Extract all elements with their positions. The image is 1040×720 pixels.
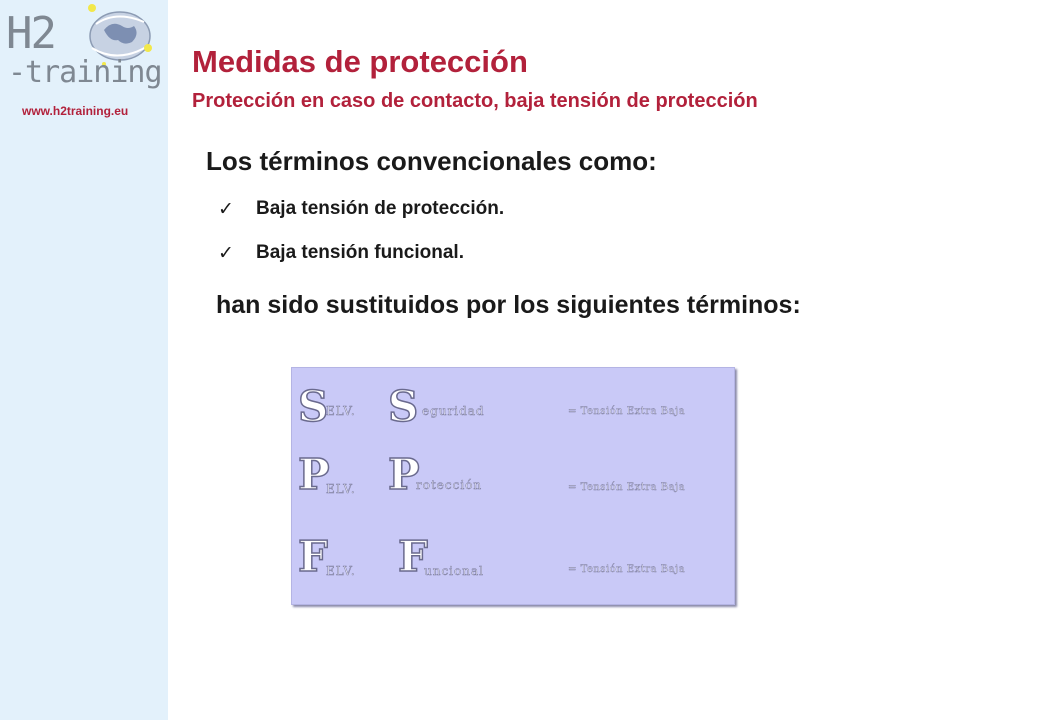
elv-label: ELV.	[326, 482, 356, 496]
term-suffix: eguridad	[422, 404, 485, 418]
elv-label: ELV.	[326, 564, 356, 578]
replaced-text: han sido sustituidos por los siguientes términos:	[216, 291, 801, 319]
terms-box	[291, 367, 735, 605]
letter-f: F	[398, 532, 428, 581]
h2-training-logo	[0, 0, 168, 100]
logo-training-text: -training	[8, 55, 162, 90]
letter-s: S	[298, 382, 329, 431]
equals-text: = Tensión Extra Baja	[568, 482, 686, 493]
term-suffix: uncional	[424, 564, 484, 578]
bullet-item	[218, 240, 464, 266]
bullet-text: Baja tensión funcional.	[256, 242, 464, 263]
intro-text: Los términos convencionales como:	[206, 146, 657, 176]
check-icon: ✓	[218, 242, 234, 264]
logo-h2-text: H2	[6, 8, 55, 59]
bullet-text: Baja tensión de protección.	[256, 198, 505, 219]
elv-label: ELV.	[326, 404, 356, 418]
slide-subtitle: Protección en caso de contacto, baja tensión de protección	[192, 90, 758, 112]
equals-text: = Tensión Extra Baja	[568, 406, 686, 417]
sidebar	[0, 0, 168, 720]
bullet-item	[218, 196, 504, 222]
site-url-link[interactable]: www.h2training.eu	[22, 104, 129, 118]
term-suffix: rotección	[416, 478, 483, 492]
letter-s: S	[388, 382, 419, 431]
slide-title: Medidas de protección	[192, 44, 528, 79]
check-icon: ✓	[218, 198, 234, 220]
equals-text: = Tensión Extra Baja	[568, 564, 686, 575]
letter-p: P	[298, 450, 330, 499]
letter-f: F	[298, 532, 328, 581]
letter-p: P	[388, 450, 420, 499]
